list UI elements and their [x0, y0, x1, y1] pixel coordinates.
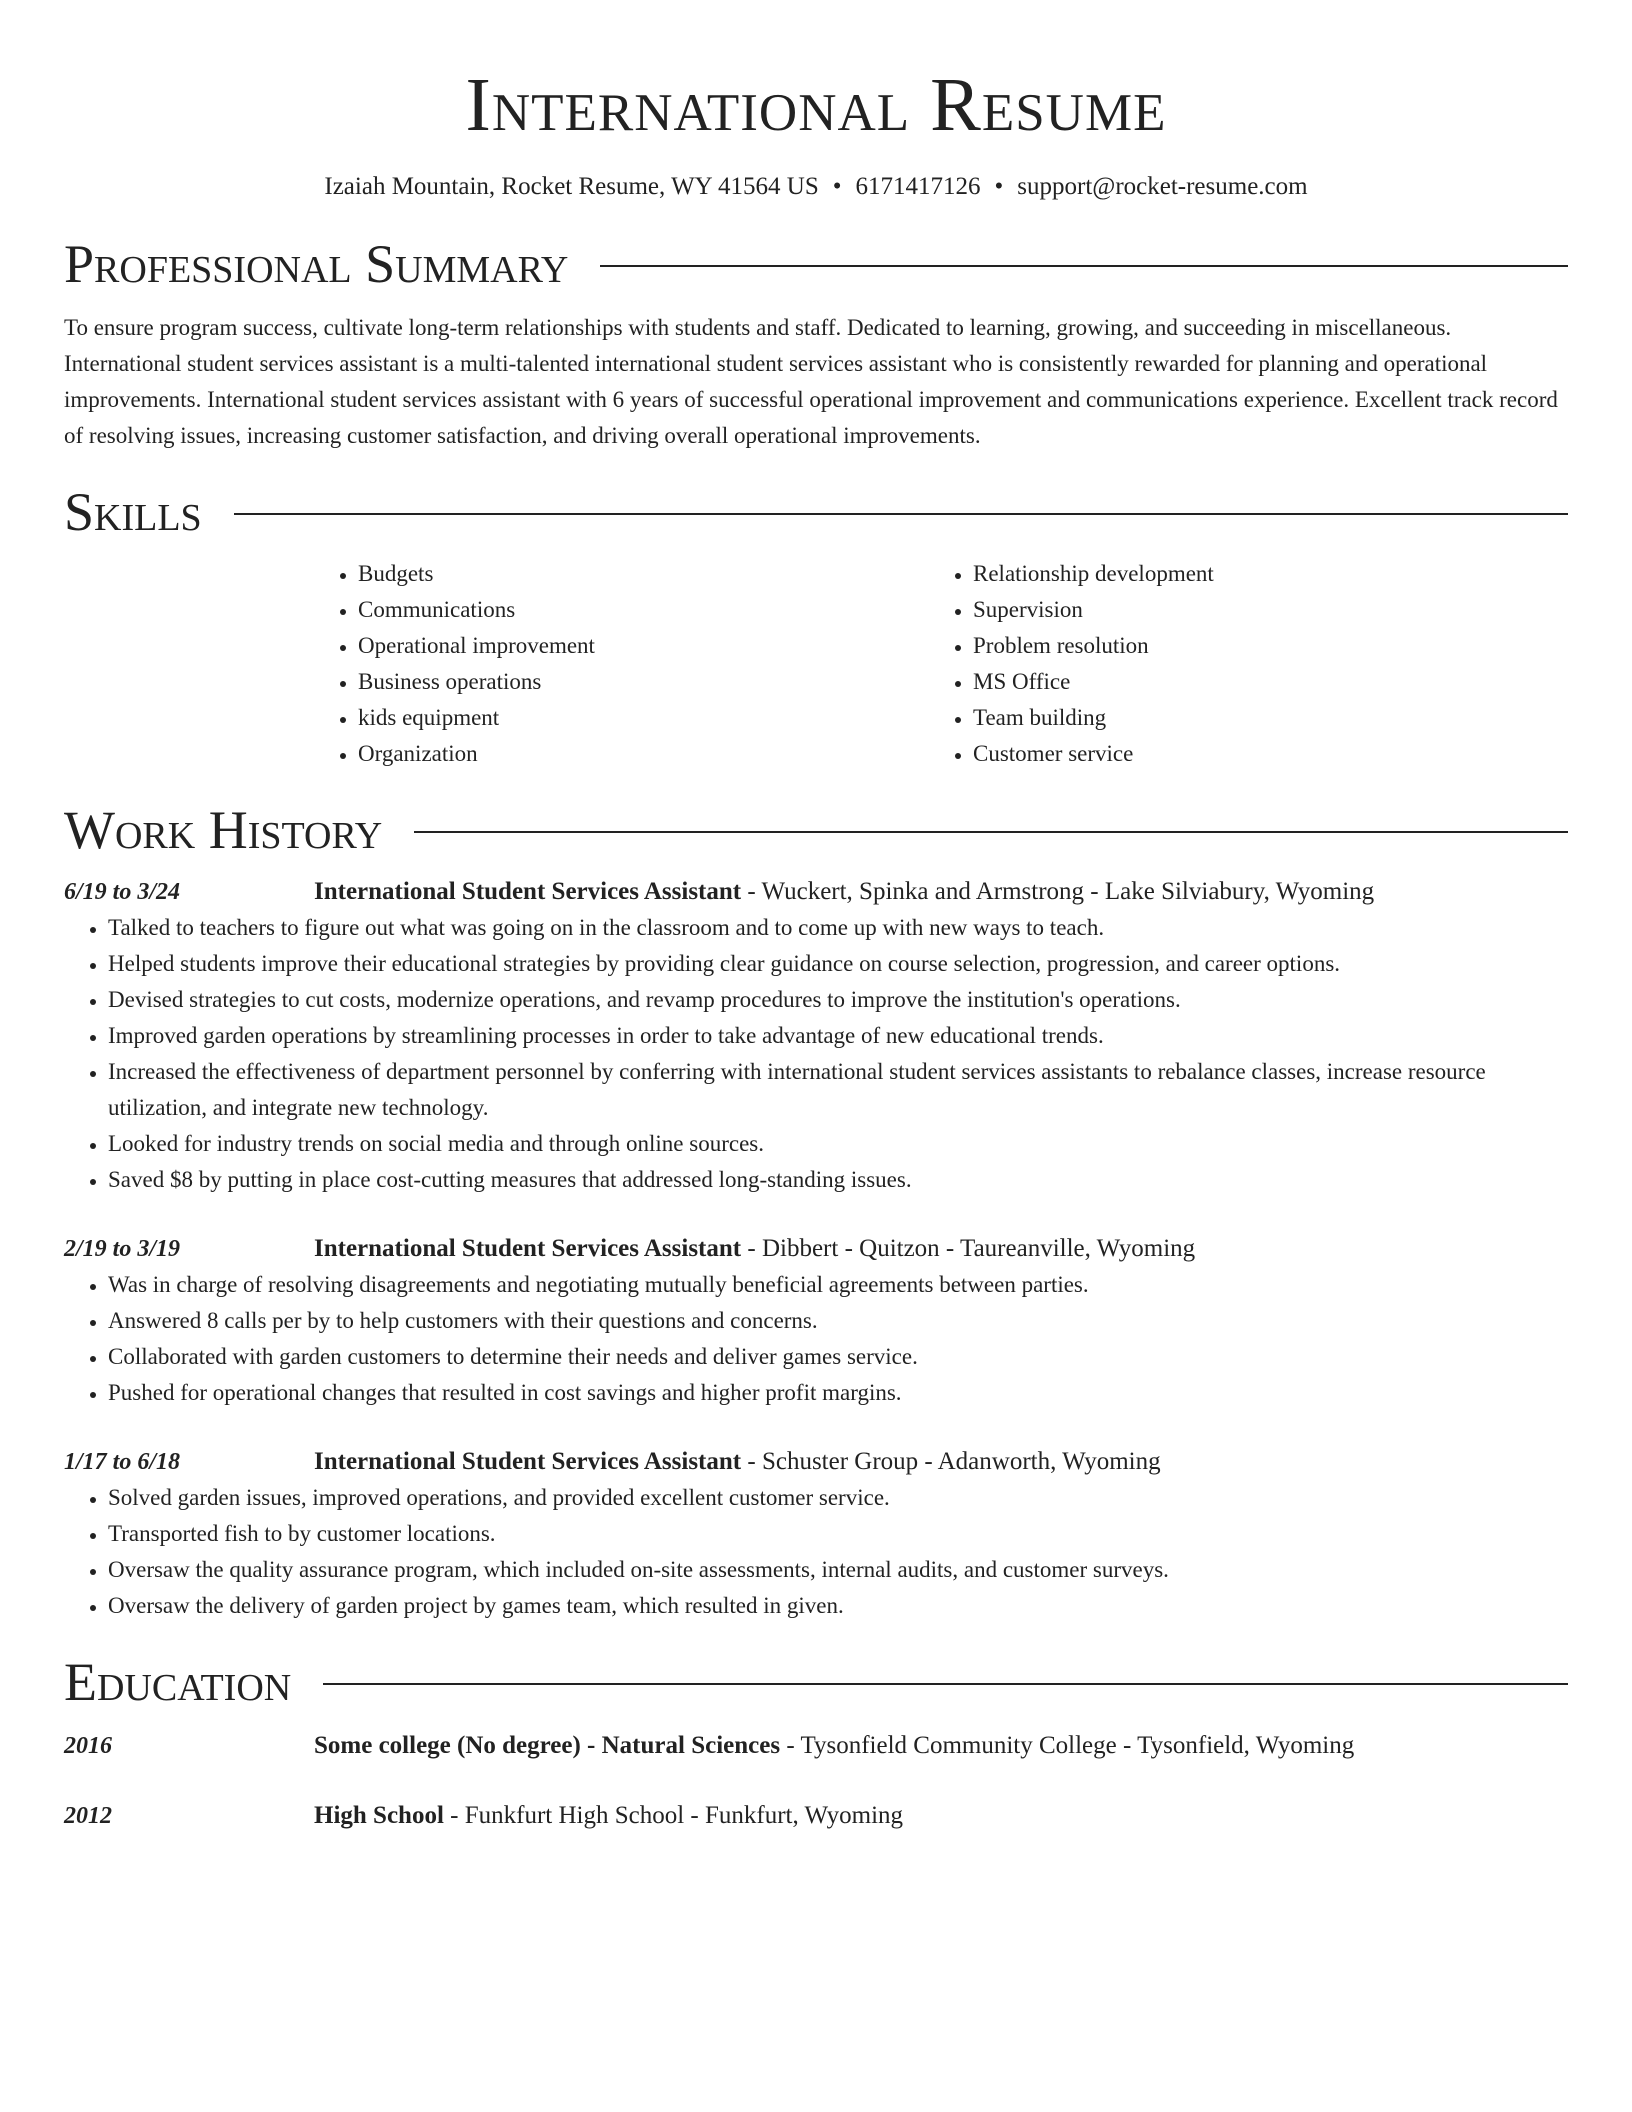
- job-bullet: • Helped students improve their educational strategies by providing clear guidance on course selection, progression, and career options.: [108, 946, 1568, 982]
- skill-item: • Budgets: [358, 556, 929, 592]
- skill-item: • Communications: [358, 592, 929, 628]
- education-year: 2012: [64, 1803, 112, 1829]
- skill-item: • Operational improvement: [358, 628, 929, 664]
- job-bullet: • Increased the effectiveness of department personnel by conferring with international student services assistants to rebalance classes, increase resource utilization, and integrate new technology.: [108, 1054, 1568, 1126]
- skill-item: • Supervision: [973, 592, 1544, 628]
- job-bullets: [64, 1267, 1568, 1411]
- job-bullets: [64, 910, 1568, 1198]
- skill-item: • MS Office: [973, 664, 1544, 700]
- education-degree: High School: [314, 1802, 444, 1829]
- skill-item: • Business operations: [358, 664, 929, 700]
- education-section-title: Education: [64, 1652, 292, 1712]
- job-details: - Schuster Group - Adanworth, Wyoming: [741, 1448, 1161, 1475]
- skill-item: • Customer service: [973, 736, 1544, 772]
- job-bullets: [64, 1480, 1568, 1624]
- skill-item: • Problem resolution: [973, 628, 1544, 664]
- skills-column-left: [314, 556, 929, 772]
- job-bullet: • Was in charge of resolving disagreements and negotiating mutually beneficial agreements between parties.: [108, 1267, 1568, 1303]
- education-entry: [64, 1728, 1568, 1764]
- summary-text: To ensure program success, cultivate long-term relationships with students and staff. Dedicated to learning, growing, and succeeding in miscellaneous. International student services assistant is a multi-talented international student services assistant who is consistently rewarded for planning and operational improvements. International student services assistant with 6 years of successful operational improvement and communications experience. Excellent track record of resolving issues, increasing customer satisfaction, and driving overall operational improvements.: [64, 315, 1558, 448]
- skills-column-right: [929, 556, 1544, 772]
- job-details: - Wuckert, Spinka and Armstrong - Lake Silviabury, Wyoming: [741, 878, 1375, 905]
- section-divider: [414, 831, 1568, 833]
- job-entry: [64, 1231, 1568, 1411]
- job-bullet: • Oversaw the delivery of garden project by games team, which resulted in given.: [108, 1588, 1568, 1624]
- job-bullet: • Looked for industry trends on social media and through online sources.: [108, 1126, 1568, 1162]
- contact-address: Izaiah Mountain, Rocket Resume, WY 41564 US: [324, 173, 819, 200]
- skill-item: • Team building: [973, 700, 1544, 736]
- education-title: [314, 1798, 903, 1834]
- job-title: [314, 1231, 1195, 1267]
- resume-title: International Resume: [465, 63, 1167, 147]
- skill-item: • kids equipment: [358, 700, 929, 736]
- job-bullet: • Talked to teachers to figure out what was going on in the classroom and to come up with new ways to teach.: [108, 910, 1568, 946]
- work-section-header: [64, 798, 1568, 862]
- education-section-header: [64, 1650, 1568, 1714]
- job-bullet: • Devised strategies to cut costs, modernize operations, and revamp procedures to improve the institution's operations.: [108, 982, 1568, 1018]
- education-year: 2016: [64, 1733, 112, 1759]
- job-bullet: • Improved garden operations by streamlining processes in order to take advantage of new educational trends.: [108, 1018, 1568, 1054]
- job-role: International Student Services Assistant: [314, 878, 742, 905]
- section-divider: [234, 513, 1568, 515]
- education-details: - Tysonfield Community College - Tysonfield, Wyoming: [780, 1732, 1355, 1759]
- summary-section-title: Professional Summary: [64, 234, 569, 294]
- job-dates: 2/19 to 3/19: [64, 1236, 181, 1262]
- job-title: [314, 874, 1374, 910]
- summary-section-header: [64, 232, 1568, 296]
- skills-section-title: Skills: [64, 482, 202, 542]
- job-role: International Student Services Assistant: [314, 1235, 742, 1262]
- job-bullet: • Pushed for operational changes that resulted in cost savings and higher profit margins.: [108, 1375, 1568, 1411]
- job-bullet: • Transported fish to by customer locations.: [108, 1516, 1568, 1552]
- education-degree: Some college (No degree) - Natural Sciences: [314, 1732, 781, 1759]
- job-entry: [64, 874, 1568, 1198]
- contact-separator: •: [994, 173, 1004, 200]
- education-details: - Funkfurt High School - Funkfurt, Wyoming: [443, 1802, 904, 1829]
- work-section-title: Work History: [64, 800, 383, 860]
- contact-email: support@rocket-resume.com: [1017, 173, 1308, 200]
- education-entry: [64, 1798, 1568, 1834]
- job-entry: [64, 1444, 1568, 1624]
- skills-section-header: [64, 480, 1568, 544]
- contact-phone: 6171417126: [855, 173, 981, 200]
- job-dates: 1/17 to 6/18: [64, 1449, 181, 1475]
- job-details: - Dibbert - Quitzon - Taureanville, Wyoming: [741, 1235, 1196, 1262]
- job-dates: 6/19 to 3/24: [64, 879, 181, 905]
- job-bullet: • Solved garden issues, improved operations, and provided excellent customer service.: [108, 1480, 1568, 1516]
- job-bullet: • Collaborated with garden customers to determine their needs and deliver games service.: [108, 1339, 1568, 1375]
- section-divider: [323, 1683, 1568, 1685]
- contact-separator: •: [832, 173, 842, 200]
- job-title: [314, 1444, 1161, 1480]
- skill-item: • Organization: [358, 736, 929, 772]
- contact-line: [64, 170, 1568, 204]
- skills-list: [314, 556, 1568, 772]
- education-title: [314, 1728, 1354, 1764]
- section-divider: [600, 265, 1568, 267]
- job-bullet: • Saved $8 by putting in place cost-cutting measures that addressed long-standing issues.: [108, 1162, 1568, 1198]
- job-role: International Student Services Assistant: [314, 1448, 742, 1475]
- job-bullet: • Oversaw the quality assurance program, which included on-site assessments, internal audits, and customer surveys.: [108, 1552, 1568, 1588]
- skill-item: • Relationship development: [973, 556, 1544, 592]
- job-bullet: • Answered 8 calls per by to help customers with their questions and concerns.: [108, 1303, 1568, 1339]
